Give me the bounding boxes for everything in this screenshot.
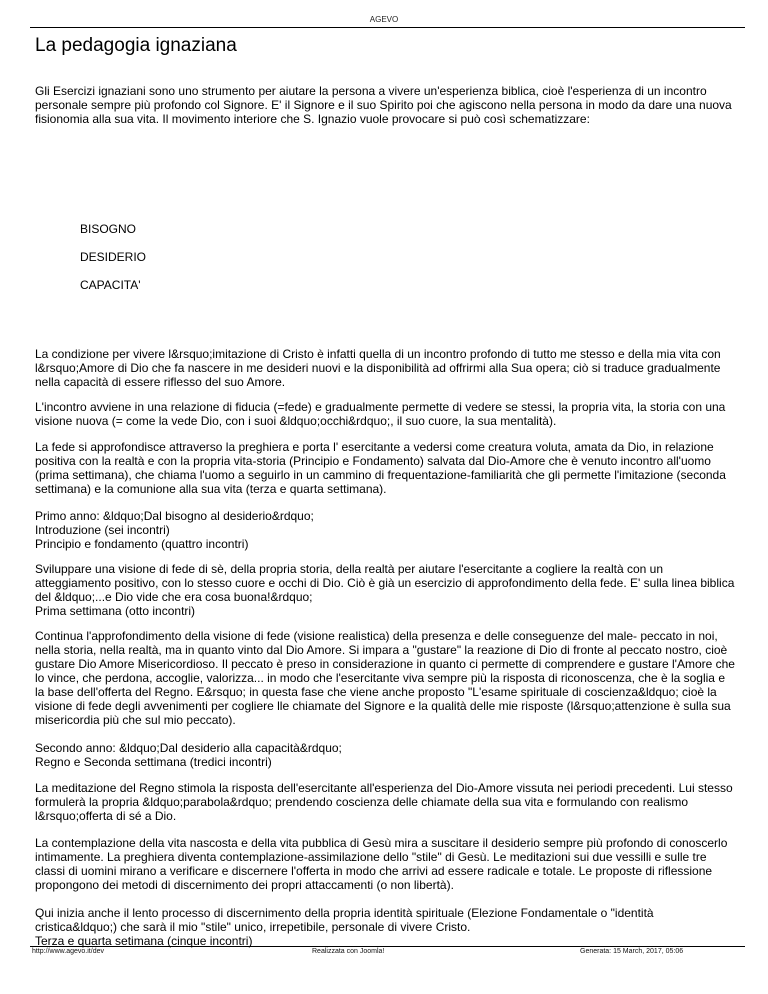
- paragraph: La contemplazione della vita nascosta e della vita pubblica di Gesù mira a suscitare il desiderio sempre più profondo di conoscerlo intimamente. La preghiera diventa contemplazione-assimilazione dello "stile" di Gesù. Le meditazioni sui due vessilli e sulle tre classi di uomini mirano a verificare e discernere l'offerta in modo che arrivi ad essere radicale e totale. Le proposte di riflessione propongono dei metodi di discernimento dei propri attaccamenti (o non libertà).: [35, 836, 728, 892]
- vision-block: [35, 562, 735, 618]
- site-name: AGEVO: [369, 15, 399, 24]
- paragraph: La fede si approfondisce attraverso la preghiera e porta l' esercitante a vedersi come creatura voluta, amata da Dio, in relazione positiva con la realtà e con la propria vita-storia (Principio e Fondamento) salvata dal Dio-Amore che è venuto incontro all'uomo (prima settimana), che chiama l'uomo a seguirlo in un cammino di frequentazione-familiarità che gli permette l'imitazione (seconda settimana) e la comunione alla sua vita (terza e quarta settimana).: [35, 440, 726, 496]
- page-title: La pedagogia ignaziana: [35, 35, 237, 56]
- second-year-block: [35, 741, 735, 769]
- first-week-label: Prima settimana (otto incontri): [35, 604, 196, 618]
- first-year-principle: Principio e fondamento (quattro incontri): [35, 537, 249, 551]
- second-year-kingdom: Regno e Seconda settimana (tredici incontri): [35, 755, 272, 769]
- header-divider: [30, 27, 745, 28]
- step-item: BISOGNO: [80, 222, 137, 236]
- first-year-block: [35, 509, 735, 551]
- step-item: DESIDERIO: [80, 250, 147, 264]
- discernment-block: [35, 906, 735, 948]
- footer-credit: Realizzata con Joomla!: [312, 948, 385, 955]
- second-year-heading: Secondo anno: &ldquo;Dal desiderio alla capacità&rdquo;: [35, 741, 342, 755]
- paragraph: L'incontro avviene in una relazione di fiducia (=fede) e gradualmente permette di vedere se stessi, la propria vita, la storia con una visione nuova (= come la vede Dio, con i suoi &ldquo;occhi&rdquo;, il suo cuore, la sua mentalità).: [35, 400, 726, 428]
- footer-url: http://www.agevo.it/dev: [32, 948, 104, 955]
- paragraph: Sviluppare una visione di fede di sè, della propria storia, della realtà per aiutare l'esercitante a cogliere la realtà con un atteggiamento positivo, con lo stesso cuore e occhi di Dio. Ciò è già un esercizio di approfondimento della fede. E' sulla linea biblica del &ldquo;...e Dio vide che era cosa buona!&rdquo;: [35, 562, 735, 604]
- footer-generated: Generata: 15 March, 2017, 05:06: [580, 948, 684, 955]
- step-item: CAPACITA': [80, 278, 141, 292]
- intro-paragraph: Gli Esercizi ignaziani sono uno strumento per aiutare la persona a vivere un'esperienza biblica, cioè l'esperienza di un incontro personale sempre più profondo col Signore. E' il Signore e il suo Spirito poi che agiscono nella persona in modo da dare una nuova fisionomia alla sua vita. Il movimento interiore che S. Ignazio vuole provocare si può così schematizzare:: [35, 84, 732, 126]
- paragraph: Qui inizia anche il lento processo di discernimento della propria identità spirituale (Elezione Fondamentale o "identità cristica&ldquo;) che sarà il mio "stile" unico, irrepetibile, personale di vivere Cristo.: [35, 906, 654, 934]
- first-year-intro: Introduzione (sei incontri): [35, 523, 170, 537]
- third-fourth-week-label: Terza e quarta setimana (cinque incontri): [35, 934, 253, 948]
- paragraph: La meditazione del Regno stimola la risposta dell'esercitante all'esperienza del Dio-Amore vissuta nei periodi precedenti. Lui stesso formulerà la propria &ldquo;parabola&rdquo; prendendo coscienza delle chiamate della sua vita e formulando con realismo l&rsquo;offerta di sé a Dio.: [35, 781, 733, 823]
- paragraph: Continua l'approfondimento della visione di fede (visione realistica) della presenza e delle conseguenze del male- peccato in noi, nella storia, nella realtà, ma in quanto vinto dal Dio Amore. Si impara a "gustare" la reazione di Dio di fronte al peccato nostro, cioè gustare Dio Amore Misericordioso. Il peccato è preso in considerazione in quanto ci permette di comprendere e gustare l'Amore che lo vince, che perdona, accoglie, valorizza... in modo che l'esercitante viva sempre più la risposta di riconoscenza, che è la soglia e la base dell'offerta del Regno. E&rsquo; in questa fase che viene anche proposto "L'esame spirituale di coscienza&ldquo; cioè la visione di fede degli avvenimenti per cogliere lle chiamate del Signore e la qualità delle mie risposte (l&rsquo;attenzione è sulla sua misericordia più che sul mio peccato).: [35, 629, 735, 727]
- first-year-heading: Primo anno: &ldquo;Dal bisogno al desiderio&rdquo;: [35, 509, 314, 523]
- paragraph: La condizione per vivere l&rsquo;imitazione di Cristo è infatti quella di un incontro profondo di tutto me stesso e della mia vita con l&rsquo;Amore di Dio che fa nascere in me desideri nuovi e la disponibilità ad offrirmi alla Sua opera; ciò si traduce gradualmente nella capacità di essere riflesso del suo Amore.: [35, 347, 721, 389]
- page-footer: [30, 946, 745, 955]
